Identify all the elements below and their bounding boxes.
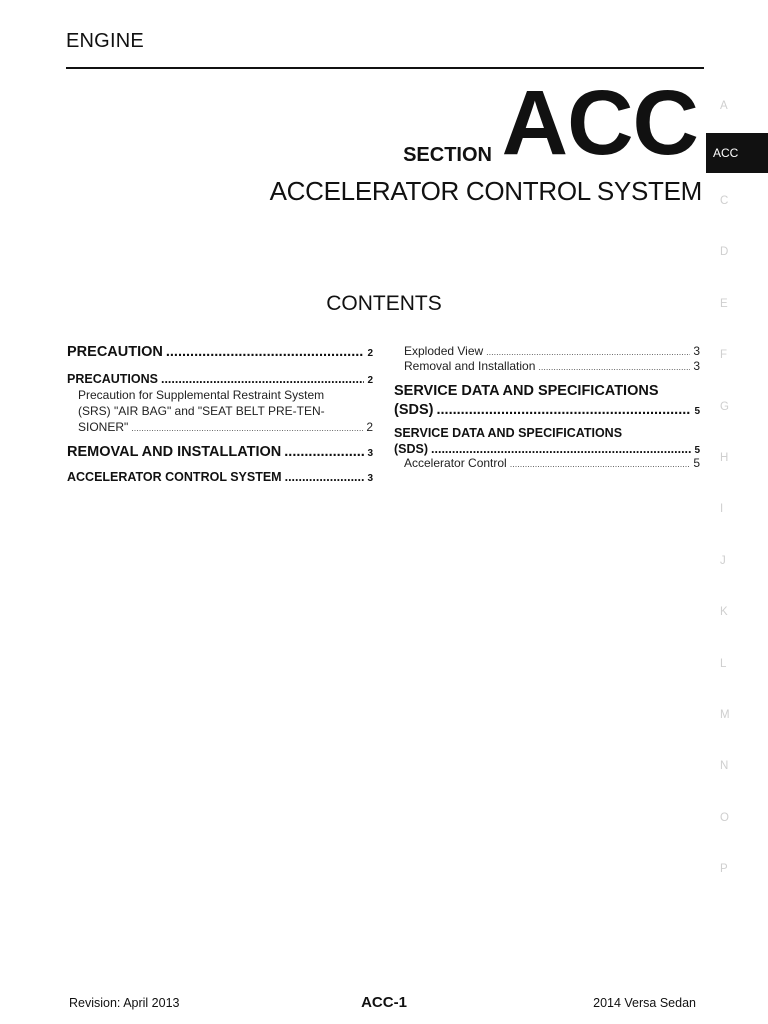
toc-leader-dots — [284, 444, 364, 460]
toc-leader-dots — [538, 362, 690, 372]
section-tab-g[interactable]: G — [720, 400, 729, 413]
toc-entry-page: 5 — [694, 406, 700, 417]
toc-entry-label: Accelerator Control — [404, 456, 507, 470]
section-tab-a[interactable]: A — [720, 99, 728, 112]
toc-entry-srs-precaution[interactable] — [67, 387, 373, 436]
toc-entry-label-line: SERVICE DATA AND SPECIFICATIONS — [394, 426, 623, 440]
section-tab-k[interactable]: K — [720, 606, 728, 619]
section-tab-acc[interactable]: ACC — [706, 133, 768, 173]
toc-entry-label-line: SERVICE DATA AND SPECIFICATIONS — [394, 383, 659, 399]
toc-entry-label-line: (SRS) "AIR BAG" and "SEAT BELT PRE-TEN- — [78, 404, 325, 418]
toc-entry-label: ACCELERATOR CONTROL SYSTEM — [67, 470, 282, 484]
toc-entry-accelerator-control[interactable] — [394, 456, 700, 470]
toc-leader-dots — [131, 420, 363, 436]
footer-page-id: ACC-1 — [361, 994, 407, 1011]
section-tab-h[interactable]: H — [720, 452, 729, 465]
section-tab-index — [706, 80, 768, 895]
toc-entry-sds-secondary[interactable] — [394, 426, 700, 456]
toc-entry-label-line: Precaution for Supplemental Restraint System — [78, 388, 325, 402]
manual-category-header: ENGINE — [66, 30, 144, 52]
toc-entry-page: 3 — [367, 448, 373, 459]
toc-entry-page: 5 — [694, 445, 700, 456]
section-tab-e[interactable]: E — [720, 297, 728, 310]
toc-entry-exploded-view[interactable] — [394, 344, 700, 358]
toc-entry-label-line: SIONER" — [78, 420, 129, 434]
toc-leader-dots — [436, 402, 691, 418]
section-code: ACC — [501, 72, 698, 174]
footer-revision: Revision: April 2013 — [69, 996, 180, 1010]
section-tab-d[interactable]: D — [720, 246, 729, 259]
toc-leader-dots — [166, 344, 365, 360]
toc-entry-label: REMOVAL AND INSTALLATION — [67, 444, 282, 460]
toc-entry-label: Exploded View — [404, 344, 484, 358]
toc-entry-removal-installation[interactable] — [67, 444, 373, 460]
section-tab-c[interactable]: C — [720, 195, 729, 208]
toc-entry-removal-and-installation[interactable] — [394, 359, 700, 373]
toc-entry-page: 3 — [693, 359, 700, 373]
section-label: SECTION — [403, 144, 492, 166]
toc-entry-accelerator-control-system[interactable] — [67, 470, 373, 484]
toc-entry-label: PRECAUTIONS — [67, 372, 158, 386]
toc-entry-label: PRECAUTION — [67, 344, 163, 360]
toc-leader-dots — [161, 372, 364, 386]
section-tab-p[interactable]: P — [720, 863, 728, 876]
section-tab-i[interactable]: I — [720, 503, 724, 516]
contents-heading: CONTENTS — [326, 292, 442, 315]
toc-left-column — [67, 344, 373, 484]
toc-entry-page: 3 — [693, 344, 700, 358]
toc-entry-label-line: (SDS) — [394, 442, 429, 456]
toc-entry-label: Removal and Installation — [404, 359, 536, 373]
toc-entry-precautions[interactable] — [67, 372, 373, 386]
toc-entry-page: 2 — [367, 348, 373, 359]
section-tab-j[interactable]: J — [720, 554, 726, 567]
toc-entry-page: 5 — [693, 456, 700, 470]
section-title: ACCELERATOR CONTROL SYSTEM — [269, 176, 702, 206]
toc-entry-label-line: (SDS) — [394, 402, 434, 418]
section-tab-l[interactable]: L — [720, 657, 727, 670]
toc-entry-precaution[interactable] — [67, 344, 373, 360]
section-tab-o[interactable]: O — [720, 811, 729, 824]
header-rule — [66, 67, 704, 69]
section-tab-f[interactable]: F — [720, 349, 728, 362]
toc-leader-dots — [486, 347, 690, 357]
toc-leader-dots — [285, 470, 365, 484]
toc-entry-page: 2 — [367, 375, 373, 386]
toc-right-column — [394, 344, 700, 470]
footer-model: 2014 Versa Sedan — [593, 996, 696, 1010]
toc-leader-dots — [510, 459, 691, 469]
toc-leader-dots — [431, 442, 691, 456]
section-tab-n[interactable]: N — [720, 760, 729, 773]
section-tab-m[interactable]: M — [720, 708, 730, 721]
toc-entry-page: 3 — [367, 473, 373, 484]
toc-entry-page: 2 — [366, 420, 373, 434]
toc-entry-sds-primary[interactable] — [394, 383, 700, 418]
